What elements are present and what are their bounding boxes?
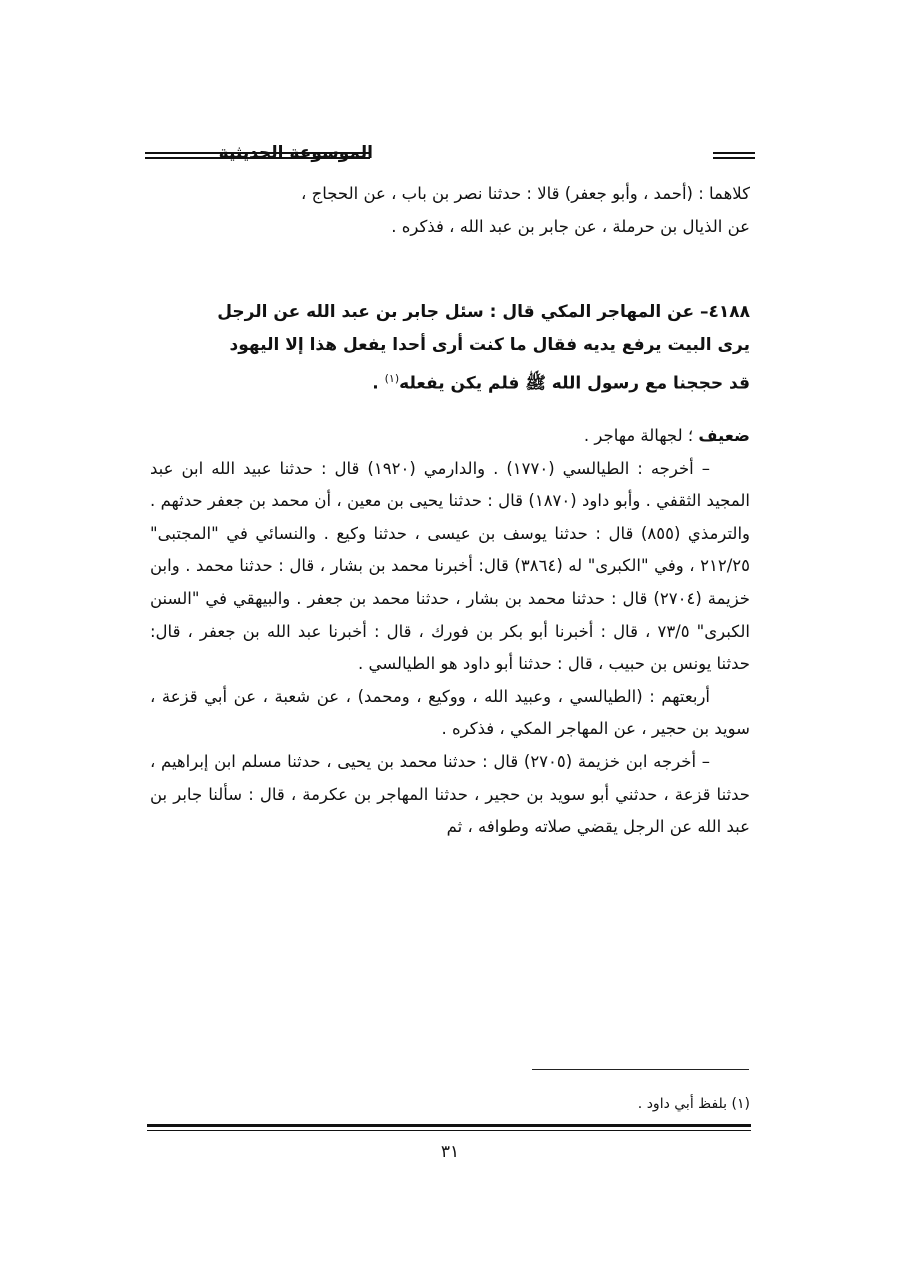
footer-rule [147, 1130, 751, 1131]
commentary-text [150, 420, 750, 844]
hadith-line: قد حججنا مع رسول الله ﷺ فلم يكن يفعله$^{(١)}$ . [372, 372, 750, 394]
footnote-separator [532, 1069, 749, 1070]
grade-reason: ؛ لجهالة مهاجر . [583, 426, 699, 445]
running-header [145, 140, 755, 170]
hadith-line: ٤١٨٨– عن المهاجر المكي قال : سئل جابر بن عبد الله عن الرجل [217, 302, 750, 322]
text-line: كلاهما : (أحمد ، وأبو جعفر) قالا : حدثنا نصر بن باب ، عن الحجاج ، [301, 184, 750, 203]
header-rule [713, 157, 755, 159]
page-number: ٣١ [440, 1142, 460, 1162]
grade-line [150, 420, 750, 453]
paragraph: – أخرجه : الطيالسي (١٧٧٠) . والدارمي (١٩٢٠) قال : حدثنا عبيد الله ابن عبد المجيد الثقفي . وأبو داود (١٨٧٠) قال : حدثنا يحيى بن معين ، أن محمد بن جعفر حدثهم . والترمذي (٨٥٥) قال : حدثنا يوسف بن عيسى ، حدثنا وكيع . والنسائي في "المجتبى" ٢١٢/٢٥ ، وفي "الكبرى" له (٣٨٦٤) قال: أخبرنا محمد بن بشار ، قال : حدثنا محمد . وابن خزيمة (٢٧٠٤) قال : حدثنا محمد بن بشار ، حدثنا محمد بن جعفر . والبيهقي في "السنن الكبرى" ٧٣/٥ ، قال : أخبرنا أبو بكر بن فورك ، قال : أخبرنا عبد الله بن جعفر ، قال: حدثنا يونس بن حبيب ، قال : حدثنا أبو داود هو الطيالسي . [150, 458, 751, 674]
footnote: (١) بلفظ أبي داود . [637, 1096, 750, 1112]
grade-label: ضعيف [698, 426, 750, 445]
text-line: عن الذيال بن حرملة ، عن جابر بن عبد الله ، فذكره . [391, 216, 750, 236]
hadith-text [150, 296, 750, 401]
footer-rule [147, 1124, 751, 1127]
hadith-line: يرى البيت يرفع يديه فقال ما كنت أرى أحدا يفعل هذا إلا اليهود [229, 335, 750, 355]
hadith-number: ٤١٨٨ [708, 302, 750, 322]
intro-text [150, 178, 750, 243]
header-title: الموسوعة الحديثية [218, 143, 373, 163]
paragraph: أربعتهم : (الطيالسي ، وعبيد الله ، ووكيع ، ومحمد) ، عن شعبة ، عن أبي قزعة ، سويد بن حجير ، عن المهاجر المكي ، فذكره . [150, 686, 750, 739]
paragraph: – أخرجه ابن خزيمة (٢٧٠٥) قال : حدثنا محمد بن يحيى ، حدثنا مسلم ابن إبراهيم ، حدثنا قزعة ، حدثني أبو سويد بن حجير ، حدثنا المهاجر بن عكرمة ، قال : سألنا جابر بن عبد الله عن الرجل يقضي صلاته وطوافه ، ثم [150, 751, 750, 837]
header-rule [713, 152, 755, 154]
footnote-marker: (١) [384, 372, 400, 385]
